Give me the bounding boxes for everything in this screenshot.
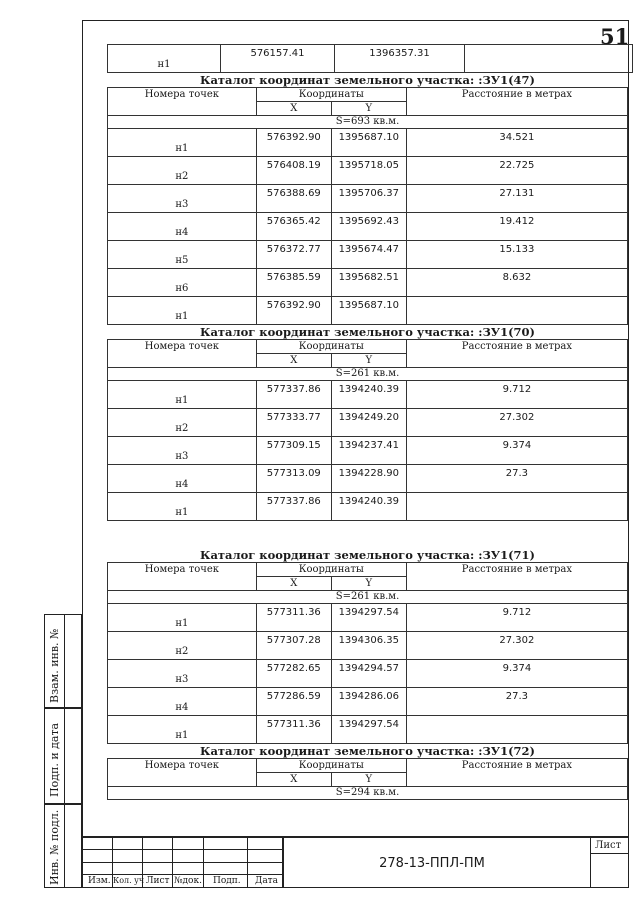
points-header: Номера точек (108, 563, 257, 591)
document-code: 278-13-ППЛ-ПМ (379, 856, 485, 871)
area-cell: S=693 кв.м. (108, 116, 628, 129)
points-header: Номера точек (108, 759, 257, 787)
x-header: X (256, 354, 331, 368)
y-cell: 1395682.51 (331, 269, 406, 297)
coordinates-table (107, 562, 628, 744)
y-cell: 1394297.54 (331, 604, 406, 632)
x-header: X (256, 773, 331, 787)
distance-cell (406, 297, 627, 325)
distance-header: Расстояние в метрах (406, 88, 627, 116)
point-cell: н6 (108, 269, 257, 297)
area-cell: S=294 кв.м. (108, 787, 628, 800)
catalog-title: Каталог координат земельного участка: :ЗУ1(71) (199, 548, 535, 562)
table-row (108, 129, 628, 157)
y-cell: 1394228.90 (331, 465, 406, 493)
area-cell: S=261 кв.м. (108, 368, 628, 381)
x-cell: 577311.36 (256, 604, 331, 632)
top-fragment-table (107, 44, 633, 73)
sidebar-vzam-label: Взам. инв. № (48, 628, 61, 703)
stamp-kol: Кол. уч (113, 876, 145, 885)
point-cell: н1 (108, 381, 257, 409)
x-cell: 576157.41 (221, 45, 335, 73)
stamp-list: Лист (146, 876, 170, 886)
point-cell: н1 (108, 45, 221, 73)
y-header: Y (331, 354, 406, 368)
table-row (108, 493, 628, 521)
sidebar-inv (44, 804, 82, 888)
distance-cell: 27.3 (406, 688, 627, 716)
distance-cell: 9.712 (406, 604, 627, 632)
point-cell: н4 (108, 688, 257, 716)
table-row (108, 632, 628, 660)
y-cell: 1394286.06 (331, 688, 406, 716)
coordinates-table (107, 339, 628, 521)
distance-cell: 34.521 (406, 129, 627, 157)
y-cell: 1394294.57 (331, 660, 406, 688)
y-cell: 1394240.39 (331, 493, 406, 521)
point-cell: н2 (108, 157, 257, 185)
distance-cell: 22.725 (406, 157, 627, 185)
page-number: 51 (600, 24, 630, 49)
point-cell: н4 (108, 213, 257, 241)
point-cell: н5 (108, 241, 257, 269)
catalog-title: Каталог координат земельного участка: :ЗУ1(70) (199, 325, 535, 339)
table-row (108, 716, 628, 744)
y-header: Y (331, 577, 406, 591)
area-row (108, 591, 628, 604)
y-cell: 1394240.39 (331, 381, 406, 409)
y-cell: 1394306.35 (331, 632, 406, 660)
distance-cell (406, 493, 627, 521)
y-cell: 1394237.41 (331, 437, 406, 465)
x-cell: 576365.42 (256, 213, 331, 241)
coordinates-table (107, 87, 628, 325)
table-row (108, 157, 628, 185)
stamp-data: Дата (255, 876, 279, 886)
y-cell: 1395706.37 (331, 185, 406, 213)
table-row (108, 688, 628, 716)
x-cell: 577313.09 (256, 465, 331, 493)
distance-cell: 8.632 (406, 269, 627, 297)
distance-cell: 19.412 (406, 213, 627, 241)
point-cell: н3 (108, 660, 257, 688)
table-row (108, 381, 628, 409)
header-row (108, 563, 628, 577)
coordinates-table (107, 758, 628, 800)
table-row (108, 241, 628, 269)
area-row (108, 787, 628, 800)
y-cell: 1396357.31 (335, 45, 465, 73)
catalog-title: Каталог координат земельного участка: :ЗУ1(47) (199, 73, 535, 87)
point-cell: н2 (108, 409, 257, 437)
point-cell: н3 (108, 437, 257, 465)
table-row (108, 185, 628, 213)
distance-cell: 27.131 (406, 185, 627, 213)
x-cell: 577307.28 (256, 632, 331, 660)
area-row (108, 116, 628, 129)
area-row (108, 368, 628, 381)
catalog-content (107, 44, 628, 800)
x-cell: 576408.19 (256, 157, 331, 185)
stamp-ndok: №док. (174, 876, 202, 886)
x-cell: 576392.90 (256, 297, 331, 325)
x-cell: 576388.69 (256, 185, 331, 213)
point-cell: н2 (108, 632, 257, 660)
x-cell: 576385.59 (256, 269, 331, 297)
y-cell: 1395687.10 (331, 297, 406, 325)
stamp-podp: Подп. (213, 876, 241, 886)
point-cell: н1 (108, 604, 257, 632)
table-row (108, 269, 628, 297)
sheet-label: Лист (595, 840, 622, 851)
header-row (108, 88, 628, 102)
distance-cell: 27.302 (406, 632, 627, 660)
point-cell: н1 (108, 716, 257, 744)
header-row (108, 340, 628, 354)
point-cell: н1 (108, 129, 257, 157)
table-row (108, 437, 628, 465)
y-header: Y (331, 102, 406, 116)
y-cell: 1395692.43 (331, 213, 406, 241)
table-row (108, 465, 628, 493)
distance-cell: 15.133 (406, 241, 627, 269)
distance-cell (406, 716, 627, 744)
x-header: X (256, 577, 331, 591)
sidebar-podp-label: Подп. и дата (48, 722, 61, 797)
coords-header: Координаты (256, 759, 406, 773)
x-cell: 576392.90 (256, 129, 331, 157)
coords-header: Координаты (256, 340, 406, 354)
sidebar-podp (44, 708, 82, 804)
point-cell: н1 (108, 493, 257, 521)
header-row (108, 759, 628, 773)
title-block (82, 836, 629, 888)
x-header: X (256, 102, 331, 116)
y-cell: 1395687.10 (331, 129, 406, 157)
point-cell: н3 (108, 185, 257, 213)
point-cell: н1 (108, 297, 257, 325)
distance-header: Расстояние в метрах (406, 759, 627, 787)
distance-header: Расстояние в метрах (406, 340, 627, 368)
table-row (108, 660, 628, 688)
y-cell: 1394297.54 (331, 716, 406, 744)
y-header: Y (331, 773, 406, 787)
distance-cell: 9.374 (406, 660, 627, 688)
table-row (108, 213, 628, 241)
distance-cell: 27.3 (406, 465, 627, 493)
y-cell: 1394249.20 (331, 409, 406, 437)
x-cell: 577311.36 (256, 716, 331, 744)
x-cell: 577286.59 (256, 688, 331, 716)
table-row (108, 45, 633, 73)
area-cell: S=261 кв.м. (108, 591, 628, 604)
side-stamp (44, 614, 82, 888)
distance-cell: 9.374 (406, 437, 627, 465)
y-cell: 1395718.05 (331, 157, 406, 185)
y-cell: 1395674.47 (331, 241, 406, 269)
x-cell: 577282.65 (256, 660, 331, 688)
distance-cell: 27.302 (406, 409, 627, 437)
point-cell: н4 (108, 465, 257, 493)
table-row (108, 604, 628, 632)
x-cell: 576372.77 (256, 241, 331, 269)
catalog-title: Каталог координат земельного участка: :ЗУ1(72) (199, 744, 535, 758)
stamp-izm: Изм. (88, 876, 111, 886)
coords-header: Координаты (256, 563, 406, 577)
x-cell: 577309.15 (256, 437, 331, 465)
sidebar-inv-label: Инв. № подл. (48, 809, 61, 885)
table-row (108, 409, 628, 437)
x-cell: 577333.77 (256, 409, 331, 437)
points-header: Номера точек (108, 340, 257, 368)
points-header: Номера точек (108, 88, 257, 116)
distance-cell: 9.712 (406, 381, 627, 409)
coords-header: Координаты (256, 88, 406, 102)
x-cell: 577337.86 (256, 381, 331, 409)
distance-header: Расстояние в метрах (406, 563, 627, 591)
x-cell: 577337.86 (256, 493, 331, 521)
table-row (108, 297, 628, 325)
sidebar-vzam (44, 614, 82, 708)
distance-cell (465, 45, 633, 73)
